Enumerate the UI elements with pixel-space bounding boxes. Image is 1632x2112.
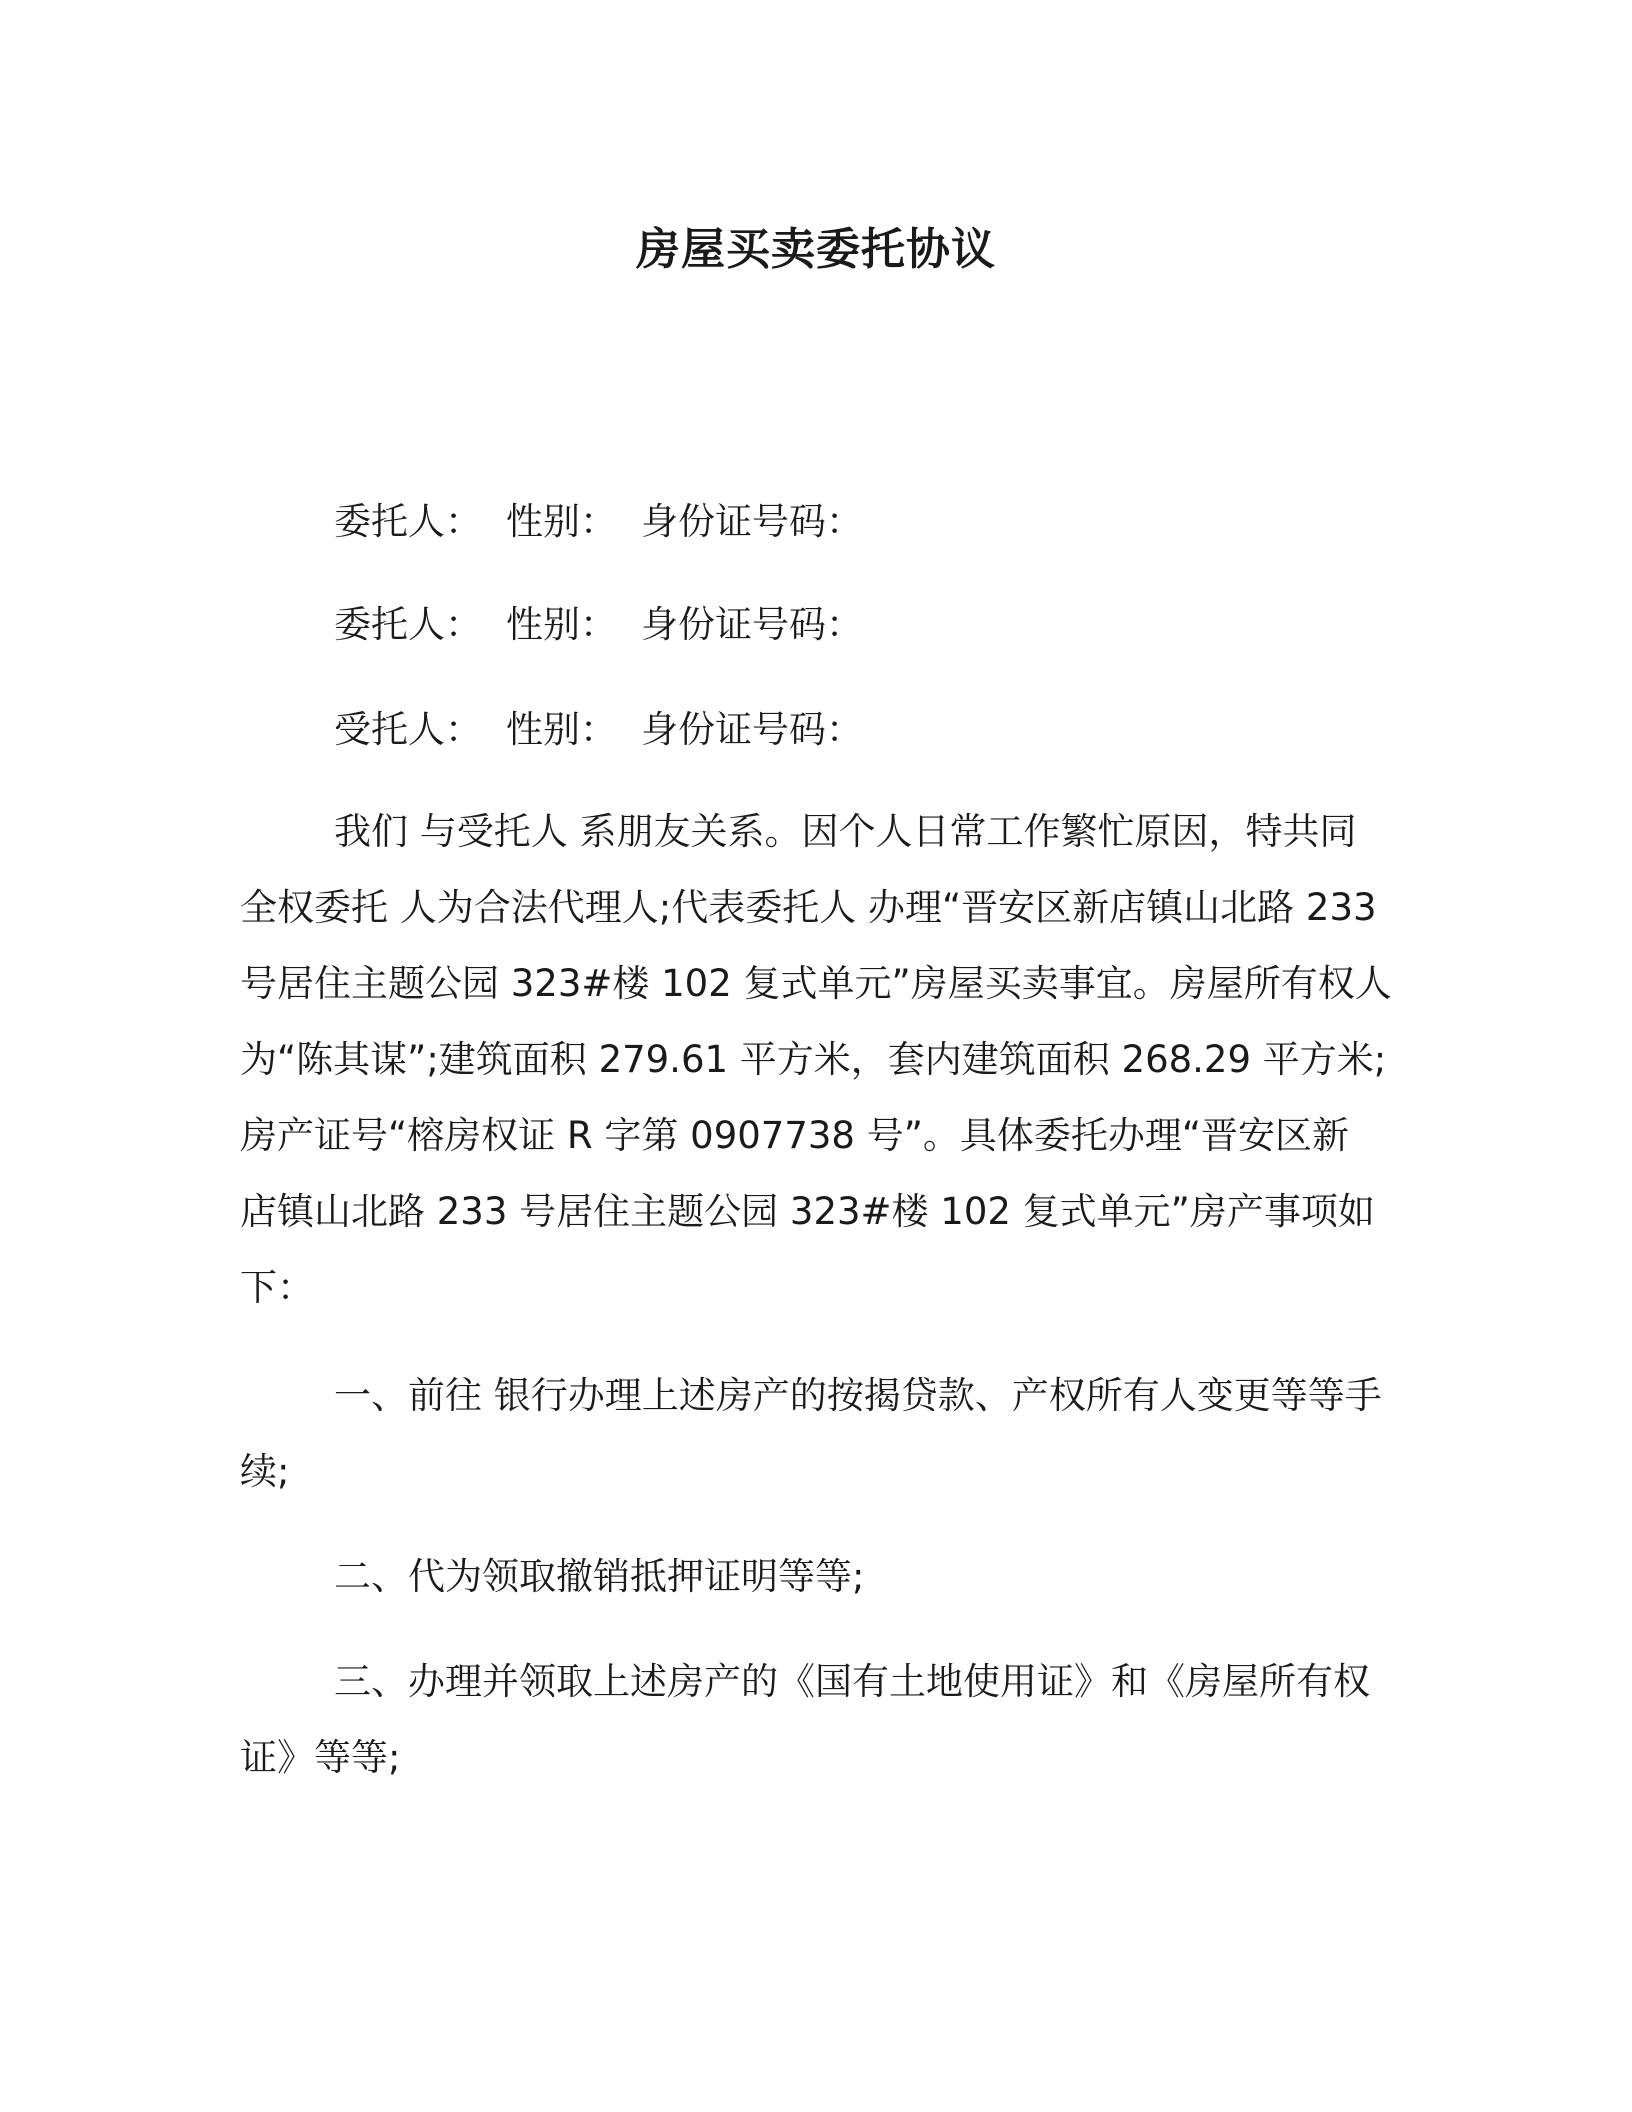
paragraph-line: 房产证号“榕房权证 R 字第 0907738 号”。具体委托办理“晋安区新 <box>240 1114 1350 1157</box>
party-role: 委托人： <box>334 603 482 646</box>
paragraph-line: 店镇山北路 233 号居住主题公园 323#楼 102 复式单元”房产事项如 <box>240 1190 1375 1233</box>
paragraph-line: 证》等等; <box>240 1736 401 1779</box>
party-gender: 性别： <box>506 603 617 646</box>
party-gender: 性别： <box>506 500 617 543</box>
paragraph-line: 为“陈其谋”;建筑面积 279.61 平方米，套内建筑面积 268.29 平方米; <box>240 1038 1387 1081</box>
paragraph-line: 全权委托 人为合法代理人;代表委托人 办理“晋安区新店镇山北路 233 <box>240 886 1377 929</box>
intro-paragraph <box>240 794 1390 1326</box>
party-role: 委托人： <box>334 500 482 543</box>
party-role: 受托人： <box>334 708 482 751</box>
paragraph-line: 下： <box>240 1266 314 1309</box>
party-line-principal-2 <box>334 597 863 653</box>
item-2-paragraph <box>240 1539 1390 1615</box>
party-id: 身份证号码： <box>641 603 863 646</box>
document-title: 房屋买卖委托协议 <box>636 224 996 275</box>
party-id: 身份证号码： <box>641 708 863 751</box>
paragraph-line: 一、前往 银行办理上述房产的按揭贷款、产权所有人变更等等手 <box>334 1374 1382 1417</box>
party-line-principal-1 <box>334 494 863 550</box>
paragraph-line: 续; <box>240 1450 290 1493</box>
item-3-paragraph <box>240 1644 1390 1796</box>
paragraph-line: 三、办理并领取上述房产的《国有土地使用证》和《房屋所有权 <box>334 1660 1370 1703</box>
paragraph-line: 二、代为领取撤销抵押证明等等; <box>334 1555 865 1598</box>
party-line-agent <box>334 702 863 758</box>
party-gender: 性别： <box>506 708 617 751</box>
paragraph-line: 号居住主题公园 323#楼 102 复式单元”房屋买卖事宜。房屋所有权人 <box>240 962 1392 1005</box>
party-id: 身份证号码： <box>641 500 863 543</box>
item-1-paragraph <box>240 1358 1390 1510</box>
paragraph-line: 我们 与受托人 系朋友关系。因个人日常工作繁忙原因，特共同 <box>334 810 1357 853</box>
